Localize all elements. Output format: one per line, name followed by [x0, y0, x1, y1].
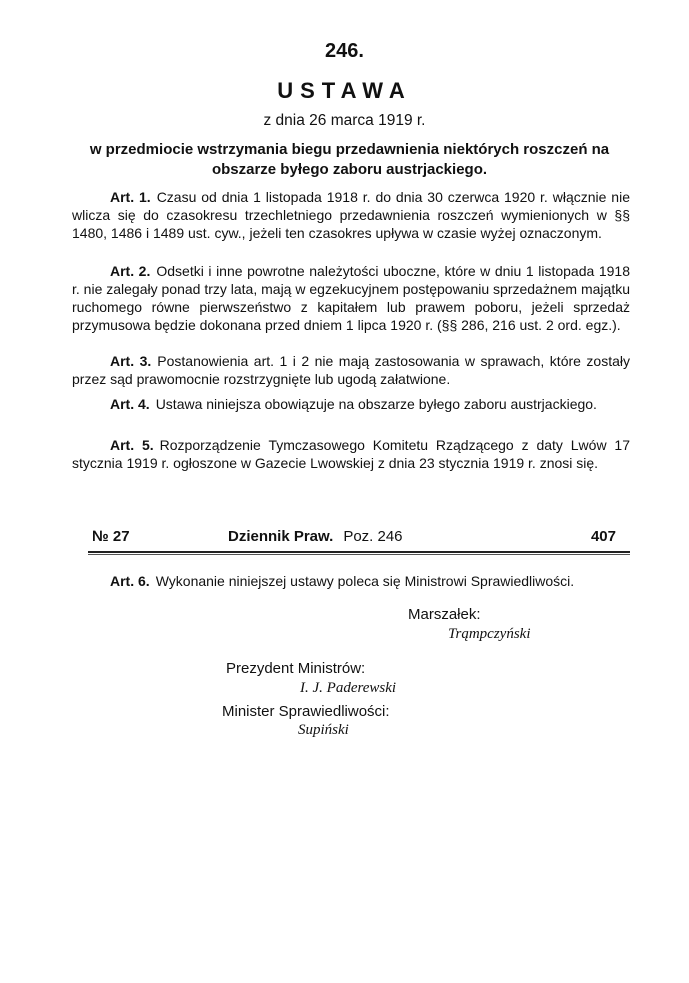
article-4 — [72, 395, 630, 413]
signature-name-prime-minister: I. J. Paderewski — [300, 680, 397, 696]
page-footer — [72, 528, 630, 550]
document-title: USTAWA — [277, 78, 412, 103]
signature-role-marshal: Marszałek: — [408, 606, 481, 623]
footer-page-number: 407 — [590, 528, 616, 545]
document-date: z dnia 26 marca 1919 r. — [263, 112, 426, 129]
article-label: Art. 5. — [110, 437, 154, 453]
article-label: Art. 4. — [110, 396, 150, 412]
divider-line — [88, 551, 630, 553]
article-label: Art. 2. — [110, 263, 151, 279]
article-5 — [72, 436, 630, 472]
article-2 — [72, 262, 630, 334]
article-text: Wykonanie niniejszej ustawy poleca się Ministrowi Sprawiedliwości. — [155, 573, 575, 589]
article-text: Ustawa niniejsza obowiązuje na obszarze byłego zaboru austrjackiego. — [155, 396, 597, 412]
signature-role-justice-minister: Minister Sprawiedliwości: — [222, 703, 390, 720]
signature-role-prime-minister: Prezydent Ministrów: — [226, 660, 366, 677]
article-label: Art. 3. — [110, 353, 152, 369]
article-label: Art. 6. — [110, 573, 150, 589]
article-text: Postanowienia art. 1 i 2 nie mają zastosowania w sprawach, które zostały przez sąd prawomocnie rozstrzygnięte lub ugodą załatwione. — [72, 353, 630, 387]
journal-name: Dziennik Praw. — [228, 528, 334, 545]
article-3 — [72, 352, 630, 388]
issue-number: № 27 — [92, 528, 130, 545]
position-number: Poz. 246 — [343, 528, 403, 545]
article-text: Czasu od dnia 1 listopada 1918 r. do dnia 30 czerwca 1920 r. włącznie nie wlicza się do czasokresu trzechletniego przedawnienia roszczeń wymienionych w §§ 1480, 1486 i 1489 ust. cyw., jeżeli ten czasokres upływa w czasie wyżej oznaczonym. — [72, 189, 630, 241]
article-label: Art. 1. — [110, 189, 151, 205]
divider-line-thin — [88, 554, 630, 555]
article-1 — [72, 188, 630, 242]
article-text: Rozporządzenie Tymczasowego Komitetu Rządzącego z daty Lwów 17 stycznia 1919 r. ogłoszone w Gazecie Lwowskiej z dnia 23 stycznia 1919 r. znosi się. — [72, 437, 630, 471]
signature-name-marshal: Trąmpczyński — [448, 626, 531, 642]
article-text: Odsetki i inne powrotne należytości uboczne, które w dniu 1 listopada 1918 r. nie zalegały ponad trzy lata, mają w egzekucyjnem postępowaniu sprzedażnem majątku ruchomego równe pierwszeństwo z kapitałem lub prawem poboru, jeżeli sprzedaż przymusowa będzie dokonana przed dniem 1 lipca 1920 r. (§§ 286, 216 ust. 2 ord. egz.). — [72, 263, 630, 333]
signature-name-justice-minister: Supiński — [298, 722, 349, 738]
journal-reference — [228, 528, 403, 545]
page-number: 246. — [325, 40, 364, 62]
document-subject: w przedmiocie wstrzymania biegu przedawnienia niektórych roszczeń na obszarze byłego zaboru austrjackiego. — [89, 141, 610, 178]
article-6 — [72, 572, 630, 590]
